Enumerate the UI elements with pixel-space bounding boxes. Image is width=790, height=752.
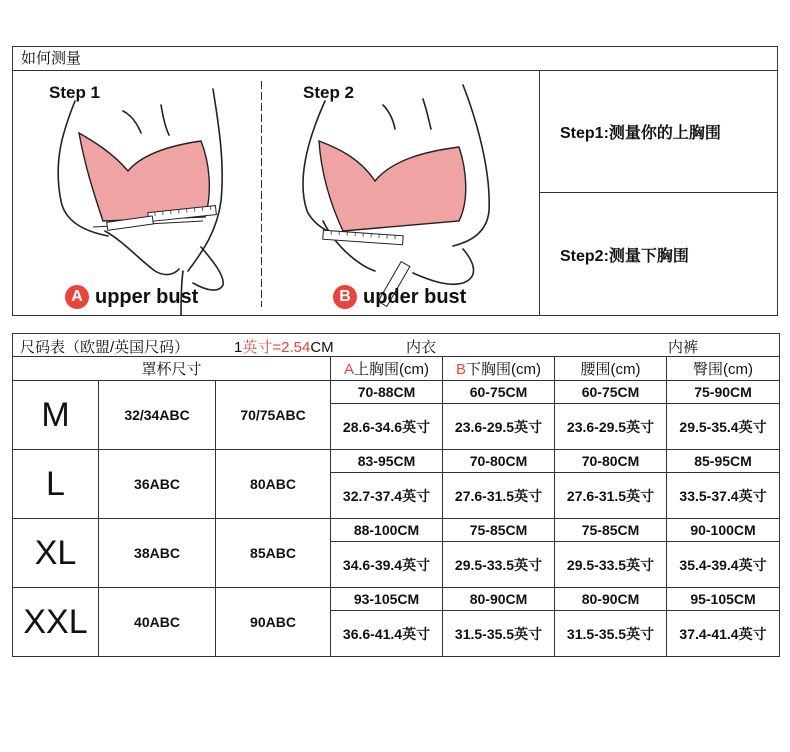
hip-cm: 75-90CM (667, 381, 780, 404)
cup-size: 32/34ABC (99, 381, 216, 450)
table-row (13, 450, 780, 473)
size-chart-title: 尺码表（欧盟/英国尺码） (20, 339, 190, 356)
inch-conversion: 1英寸=2.54CM (234, 339, 334, 356)
upper-bust-illustration (13, 71, 261, 316)
band-size: 90ABC (216, 588, 331, 657)
table-row (13, 381, 780, 404)
band-size: 85ABC (216, 519, 331, 588)
upper-bust-text: upper bust (95, 285, 199, 308)
size-chart-title-row (13, 334, 780, 357)
bra-group-label: 内衣 (406, 339, 437, 356)
under-bust-inch: 27.6-31.5英寸 (443, 473, 555, 519)
size-chart-table (12, 333, 780, 657)
waist-cm: 60-75CM (555, 381, 667, 404)
hip-inch: 29.5-35.4英寸 (667, 404, 780, 450)
under-bust-header: B下胸围(cm) (443, 357, 555, 381)
step-2-label: Step 2 (303, 83, 355, 102)
waist-header: 腰围(cm) (555, 357, 667, 381)
letter-b-badge: B (333, 285, 357, 309)
hip-cm: 85-95CM (667, 450, 780, 473)
waist-inch: 29.5-33.5英寸 (555, 542, 667, 588)
upper-bust-cm: 70-88CM (331, 381, 443, 404)
how-to-measure-section (12, 46, 778, 316)
step-1-label: Step 1 (49, 83, 101, 102)
waist-cm: 70-80CM (555, 450, 667, 473)
size-label: M (13, 381, 99, 450)
upper-bust-inch: 34.6-39.4英寸 (331, 542, 443, 588)
waist-inch: 23.6-29.5英寸 (555, 404, 667, 450)
waist-cm: 75-85CM (555, 519, 667, 542)
waist-inch: 27.6-31.5英寸 (555, 473, 667, 519)
band-size: 80ABC (216, 450, 331, 519)
band-size: 70/75ABC (216, 381, 331, 450)
hip-inch: 33.5-37.4英寸 (667, 473, 780, 519)
under-bust-inch: 29.5-33.5英寸 (443, 542, 555, 588)
size-label: XL (13, 519, 99, 588)
hip-inch: 37.4-41.4英寸 (667, 611, 780, 657)
under-bust-caption (333, 285, 466, 309)
hip-header: 臀围(cm) (667, 357, 780, 381)
under-bust-inch: 31.5-35.5英寸 (443, 611, 555, 657)
cup-size: 38ABC (99, 519, 216, 588)
table-row (13, 519, 780, 542)
under-bust-cm: 75-85CM (443, 519, 555, 542)
upper-bust-cm: 88-100CM (331, 519, 443, 542)
instruction-step-2: Step2:测量下胸围 (560, 248, 689, 265)
upper-bust-cm: 93-105CM (331, 588, 443, 611)
arm-right-outline (193, 247, 223, 290)
cup-size-header: 罩杯尺寸 (13, 357, 331, 381)
arm-right-outline (413, 249, 474, 284)
bra-shape (319, 141, 466, 231)
panel-divider (261, 81, 262, 307)
under-bust-illustration (263, 71, 539, 316)
header-row (13, 357, 780, 381)
panty-group-label: 内裤 (668, 339, 699, 356)
hip-inch: 35.4-39.4英寸 (667, 542, 780, 588)
under-bust-cm: 60-75CM (443, 381, 555, 404)
table-row (13, 588, 780, 611)
waist-inch: 31.5-35.5英寸 (555, 611, 667, 657)
size-chart-title-cell (13, 334, 780, 357)
upper-bust-inch: 36.6-41.4英寸 (331, 611, 443, 657)
upper-bust-caption (65, 285, 198, 309)
upper-bust-inch: 28.6-34.6英寸 (331, 404, 443, 450)
size-label: L (13, 450, 99, 519)
instructions-column (539, 71, 778, 316)
tape-measure (323, 230, 403, 245)
step-2-panel (263, 71, 539, 316)
section-header: 如何测量 (13, 47, 777, 71)
hip-cm: 95-105CM (667, 588, 780, 611)
step-1-panel (13, 71, 261, 316)
waist-cm: 80-90CM (555, 588, 667, 611)
letter-a-badge: A (65, 285, 89, 309)
under-bust-cm: 80-90CM (443, 588, 555, 611)
under-bust-text: upder bust (363, 285, 467, 308)
upper-bust-inch: 32.7-37.4英寸 (331, 473, 443, 519)
hip-cm: 90-100CM (667, 519, 780, 542)
under-bust-cm: 70-80CM (443, 450, 555, 473)
arm-left-outline (105, 231, 179, 275)
size-label: XXL (13, 588, 99, 657)
upper-bust-cm: 83-95CM (331, 450, 443, 473)
under-bust-inch: 23.6-29.5英寸 (443, 404, 555, 450)
upper-bust-header: A上胸围(cm) (331, 357, 443, 381)
cup-size: 36ABC (99, 450, 216, 519)
cup-size: 40ABC (99, 588, 216, 657)
instruction-step-1: Step1:测量你的上胸围 (540, 71, 778, 193)
